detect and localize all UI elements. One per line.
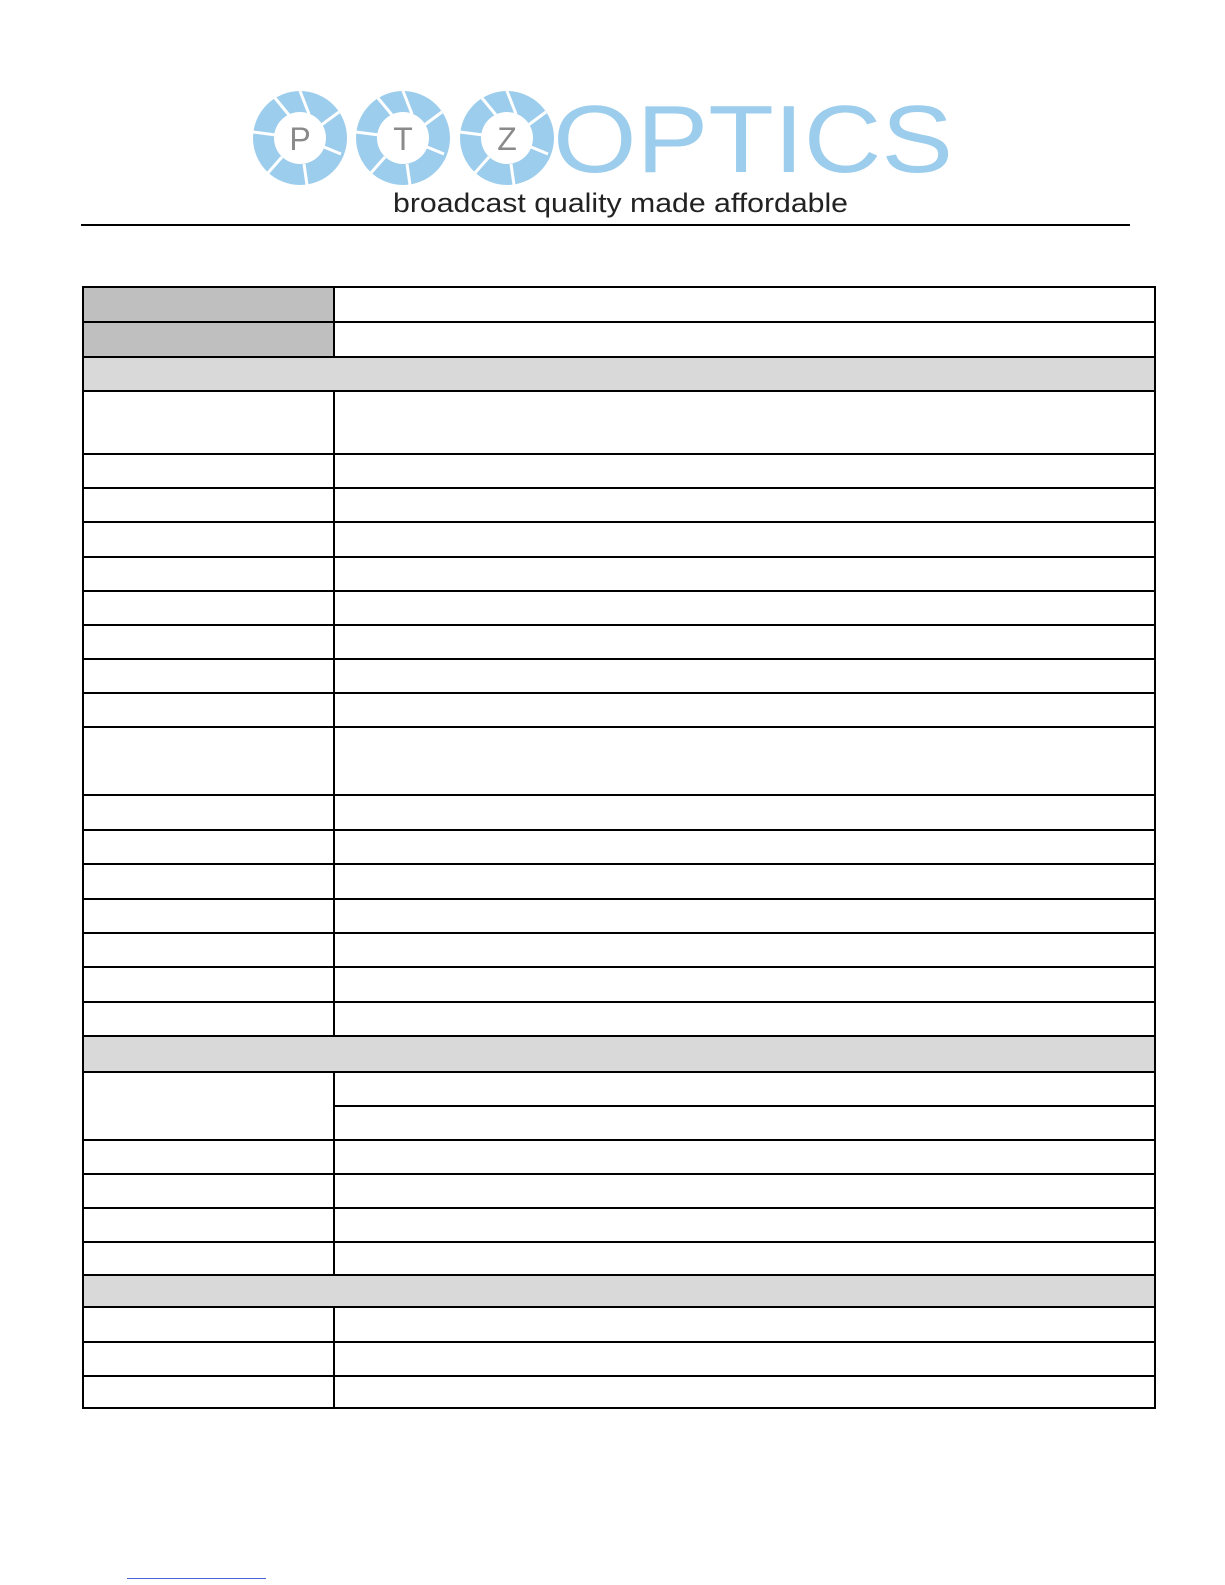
row-value	[334, 391, 1155, 454]
row-key	[83, 830, 334, 864]
section-title	[83, 1036, 1155, 1072]
brand-wordmark: OPTICS	[553, 86, 953, 193]
section-title	[83, 357, 1155, 391]
table-row	[83, 795, 1155, 830]
section-header	[83, 357, 1155, 391]
table-row	[83, 454, 1155, 488]
table-row	[83, 1307, 1155, 1342]
table-row	[83, 591, 1155, 625]
table-row	[83, 1376, 1155, 1408]
table-row	[83, 625, 1155, 659]
row-key	[83, 864, 334, 899]
badge-letter-p: P	[289, 121, 311, 157]
table-row	[83, 557, 1155, 591]
table-row	[83, 864, 1155, 899]
row-value	[334, 1242, 1155, 1275]
row-value	[334, 1106, 1155, 1140]
table-row	[83, 727, 1155, 795]
row-key	[83, 522, 334, 557]
row-key	[83, 933, 334, 967]
table-row	[83, 1002, 1155, 1036]
row-key	[83, 322, 334, 357]
row-key	[83, 488, 334, 522]
row-value	[334, 795, 1155, 830]
row-key	[83, 967, 334, 1002]
aperture-badge-t	[356, 91, 450, 185]
row-key	[83, 625, 334, 659]
row-key	[83, 591, 334, 625]
row-value	[334, 864, 1155, 899]
row-key	[83, 454, 334, 488]
table-row	[83, 488, 1155, 522]
section-header	[83, 1275, 1155, 1307]
table-row	[83, 1342, 1155, 1376]
row-key	[83, 1376, 334, 1408]
row-key	[83, 1208, 334, 1242]
table-row	[83, 899, 1155, 933]
table-row	[83, 830, 1155, 864]
row-key	[83, 1342, 334, 1376]
row-value	[334, 591, 1155, 625]
row-key	[83, 1307, 334, 1342]
row-value	[334, 287, 1155, 322]
row-key	[83, 795, 334, 830]
row-key	[83, 693, 334, 727]
row-value	[334, 933, 1155, 967]
ptzoptics-logo	[245, 84, 967, 222]
row-value	[334, 899, 1155, 933]
footer-link-underline[interactable]	[127, 1578, 266, 1579]
table-row	[83, 1174, 1155, 1208]
row-value	[334, 1140, 1155, 1174]
section-header	[83, 1036, 1155, 1072]
row-value	[334, 659, 1155, 693]
table-row	[83, 1072, 1155, 1106]
row-key	[83, 1072, 334, 1140]
table-row	[83, 967, 1155, 1002]
badge-letter-z: Z	[497, 121, 517, 157]
row-key	[83, 391, 334, 454]
row-key	[83, 899, 334, 933]
header-row-model	[83, 287, 1155, 322]
table-row	[83, 391, 1155, 454]
row-value	[334, 1376, 1155, 1408]
row-value	[334, 727, 1155, 795]
table-row	[83, 1140, 1155, 1174]
row-value	[334, 454, 1155, 488]
row-value	[334, 1342, 1155, 1376]
row-value	[334, 830, 1155, 864]
table-row	[83, 1208, 1155, 1242]
header-row-sku	[83, 322, 1155, 357]
row-value	[334, 1002, 1155, 1036]
row-value	[334, 322, 1155, 357]
row-value	[334, 967, 1155, 1002]
table-row	[83, 522, 1155, 557]
row-key	[83, 1174, 334, 1208]
row-key	[83, 1140, 334, 1174]
aperture-badge-p	[253, 91, 347, 185]
brand-tagline: broadcast quality made affordable	[393, 188, 848, 218]
table-row	[83, 1242, 1155, 1275]
row-value	[334, 1208, 1155, 1242]
row-key	[83, 1002, 334, 1036]
spec-table	[82, 286, 1156, 1409]
table-row	[83, 933, 1155, 967]
row-value	[334, 557, 1155, 591]
row-value	[334, 693, 1155, 727]
table-row	[83, 659, 1155, 693]
row-value	[334, 522, 1155, 557]
row-key	[83, 727, 334, 795]
header-divider	[81, 224, 1130, 226]
row-key	[83, 1242, 334, 1275]
row-value	[334, 625, 1155, 659]
row-value	[334, 1307, 1155, 1342]
row-key	[83, 557, 334, 591]
row-value	[334, 488, 1155, 522]
badge-letter-t: T	[393, 121, 413, 157]
row-key	[83, 659, 334, 693]
aperture-badge-z	[460, 91, 554, 185]
row-value	[334, 1174, 1155, 1208]
row-key	[83, 287, 334, 322]
table-row	[83, 693, 1155, 727]
row-value	[334, 1072, 1155, 1106]
section-title	[83, 1275, 1155, 1307]
